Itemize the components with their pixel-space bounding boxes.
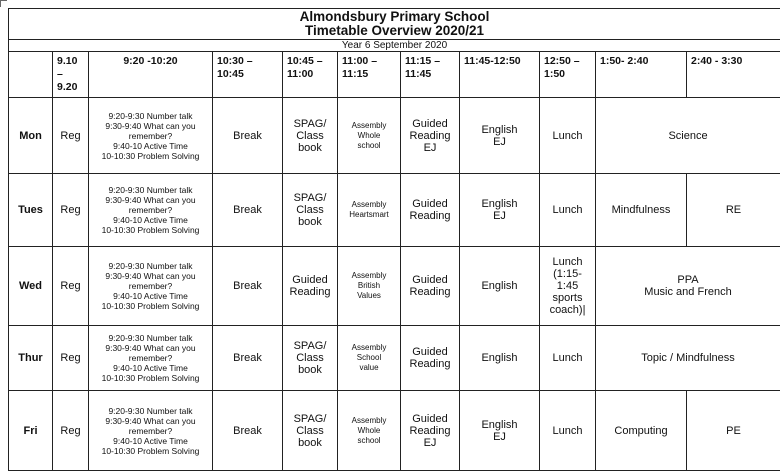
day-label: Wed [9,247,53,326]
day-label: Fri [9,391,53,471]
header-cell-1100: 11:00 – 11:15 [338,52,401,98]
english-cell: English EJ [460,391,540,471]
assembly-cell: Assembly Whole school [338,98,401,174]
timetable [8,8,780,471]
afternoon-cell-1: Mindfulness [596,174,687,247]
school-name: Almondsbury Primary School [299,9,490,24]
lesson-cell: SPAG/ Class book [283,391,338,471]
assembly-cell: Assembly Heartsmart [338,174,401,247]
break-cell: Break [213,247,283,326]
header-cell-break: 10:30 – 10:45 [213,52,283,98]
reg-cell: Reg [53,174,89,247]
lunch-cell: Lunch [540,98,596,174]
lesson-cell: SPAG/ Class book [283,174,338,247]
maths-cell: 9:20-9:30 Number talk 9:30-9:40 What can you remember? 9:40-10 Active Time 10-10:30 Problem Solving [89,174,213,247]
page-corner-mark [0,0,7,7]
reading-cell: Guided Reading [401,174,460,247]
afternoon-cell: Science [596,98,780,174]
header-cell-corner [9,52,53,98]
break-cell: Break [213,391,283,471]
maths-cell: 9:20-9:30 Number talk 9:30-9:40 What can you remember? 9:40-10 Active Time 10-10:30 Problem Solving [89,247,213,326]
lunch-cell: Lunch [540,391,596,471]
reg-cell: Reg [53,326,89,391]
afternoon-cell-2: RE [687,174,780,247]
timetable-heading: Timetable Overview 2020/21 [304,23,485,38]
day-label: Thur [9,326,53,391]
day-label: Tues [9,174,53,247]
reg-cell: Reg [53,247,89,326]
afternoon-cell-2: PE [687,391,780,471]
english-cell: English EJ [460,174,540,247]
break-cell: Break [213,98,283,174]
header-cell-maths: 9:20 -10:20 [89,52,213,98]
header-cell-pm2: 2:40 - 3:30 [687,52,780,98]
lesson-cell: SPAG/ Class book [283,326,338,391]
header-cell-1045: 10:45 – 11:00 [283,52,338,98]
reg-cell: Reg [53,391,89,471]
english-cell: English EJ [460,98,540,174]
table-row [9,174,780,247]
reading-cell: Guided Reading [401,247,460,326]
english-cell: English [460,326,540,391]
lunch-cell: Lunch (1:15- 1:45 sports coach)| [540,247,596,326]
timetable-title [9,9,780,40]
table-row [9,98,780,174]
lunch-cell: Lunch [540,174,596,247]
reg-cell: Reg [53,98,89,174]
afternoon-cell: Topic / Mindfulness [596,326,780,391]
assembly-cell: Assembly British Values [338,247,401,326]
header-cell-reg: 9.10 – 9.20 [53,52,89,98]
reading-cell: Guided Reading [401,326,460,391]
lesson-cell: SPAG/ Class book [283,98,338,174]
assembly-cell: Assembly Whole school [338,391,401,471]
lunch-cell: Lunch [540,326,596,391]
break-cell: Break [213,326,283,391]
table-row [9,391,780,471]
reading-cell: Guided Reading EJ [401,391,460,471]
maths-cell: 9:20-9:30 Number talk 9:30-9:40 What can you remember? 9:40-10 Active Time 10-10:30 Problem Solving [89,326,213,391]
header-row [9,52,780,98]
table-row [9,247,780,326]
day-label: Mon [9,98,53,174]
header-cell-english: 11:45-12:50 [460,52,540,98]
year-label: Year 6 September 2020 [9,40,780,52]
break-cell: Break [213,174,283,247]
header-cell-1115: 11:15 – 11:45 [401,52,460,98]
afternoon-cell-1: Computing [596,391,687,471]
header-cell-lunch: 12:50 – 1:50 [540,52,596,98]
assembly-cell: Assembly School value [338,326,401,391]
english-cell: English [460,247,540,326]
lesson-cell: Guided Reading [283,247,338,326]
header-cell-pm1: 1:50- 2:40 [596,52,687,98]
maths-cell: 9:20-9:30 Number talk 9:30-9:40 What can you remember? 9:40-10 Active Time 10-10:30 Problem Solving [89,391,213,471]
afternoon-cell: PPA Music and French [596,247,780,326]
reading-cell: Guided Reading EJ [401,98,460,174]
maths-cell: 9:20-9:30 Number talk 9:30-9:40 What can you remember? 9:40-10 Active Time 10-10:30 Problem Solving [89,98,213,174]
table-row [9,326,780,391]
